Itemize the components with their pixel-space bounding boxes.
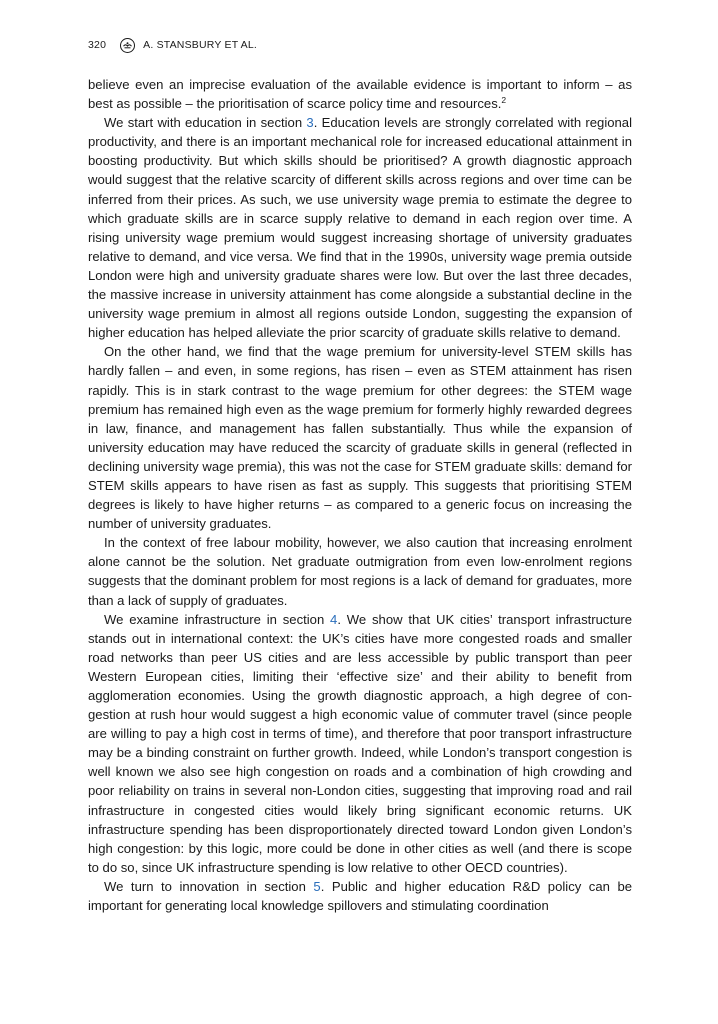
paragraph-text: . We show that UK cities’ transport infrastructure stands out in international context: the UK’s cities have more congested roads and smaller road networks than peer US cities and are less accessible by public transport than peer Western European cities, limiting their ‘effective size’ and their ability to benefit from agglomeration economies. Using the growth diagnostic approach, a high degree of congestion at rush hour would suggest a high economic value of commuter travel (since people are willing to pay a high cost in terms of time), and therefore that poor transport infrastructure may be a binding constraint on further growth. Indeed, while London’s transport congestion is well known we also see high congestion on roads and a combination of high crowding and poor reliability on trains in several non-London cities, suggesting that improving road and rail infrastructure in congested cities would likely bring significant economic returns. UK infrastructure spending has been disproportionately directed toward London given London’s high congestion: by this logic, more could be done in other cities as well (and there is scope to do so, since UK infrastructure spending is low relative to other OECD countries). (88, 611, 633, 875)
running-header (88, 34, 632, 56)
section-link[interactable]: 3 (306, 115, 314, 131)
page (88, 34, 632, 915)
journal-logo-icon (120, 38, 135, 53)
paragraph-text: . Public and higher education R&D policy can be important for generating local knowledge spillovers and stimulating coordination (88, 878, 633, 914)
body-paragraph (88, 342, 632, 533)
running-header-authors: A. STANSBURY ET AL. (143, 39, 258, 51)
paragraph-text: On the other hand, we find that the wage premium for university-level STEM skills has hardly fallen – and even, in some regions, has risen – even as STEM attainment has risen rapidly. This is in stark contrast to the wage premium for other degrees: the STEM wage premium has remained high even as the wage premium for formerly highly rewarded degrees in law, finance, and management has fallen substantially. Thus while the expansion of university education may have reduced the scarcity of graduate skills in general (reflected in declining university wage premia), this was not the case for STEM graduate skills: demand for STEM skills appears to have risen as fast as supply. This suggests that prioritising STEM degrees is likely to have higher returns – as compared to a generic focus on increasing the number of university graduates. (88, 344, 632, 532)
page-number: 320 (88, 39, 107, 51)
paragraph-text: We examine infrastructure in section (104, 611, 331, 627)
body-paragraph (88, 75, 632, 113)
paragraph-text: . Education levels are strongly correlated with regional productivity, and there is an important mechanical role for increased educational attainment in boosting productivity. But which skills should be prioritised? A growth diagnostic approach would suggest that the relative scarcity of different skills across regions and over time can be inferred from their prices. As such, we use university wage premia to estimate the degree to which graduate skills are in scarce supply relative to demand in each region over time. A rising university wage premium would suggest increasing shortage of university graduates relative to demand, and vice versa. We find that in the 1990s, university wage premia outside London were high and university graduate shares were low. But over the last three decades, the massive increase in university attainment has come alongside a substantial decline in the university wage premium in almost all regions outside London, suggesting the expansion of higher education has helped alleviate the prior scarcity of graduate skills relative to demand. (88, 115, 633, 341)
section-link[interactable]: 5 (313, 878, 321, 894)
body-paragraph (88, 610, 632, 877)
paragraph-text: In the context of free labour mobility, however, we also caution that increasing enrolment alone cannot be the solution. Net graduate outmigration from even low-enrolment regions suggests that the dominant problem for most regions is a lack of demand for graduates, more than a lack of supply of graduates. (88, 535, 632, 608)
paragraph-text: We start with education in section (104, 115, 307, 131)
body-paragraph (88, 113, 632, 342)
body-paragraph (88, 533, 632, 609)
article-body (88, 75, 632, 915)
paragraph-text: We turn to innovation in section (104, 878, 314, 894)
paragraph-text: believe even an imprecise evaluation of the available evidence is important to inform – as best as possible – the prioritisation of scarce policy time and resources. (88, 77, 632, 112)
section-link[interactable]: 4 (330, 611, 338, 627)
body-paragraph (88, 877, 632, 915)
footnote-marker[interactable]: 2 (501, 95, 507, 106)
